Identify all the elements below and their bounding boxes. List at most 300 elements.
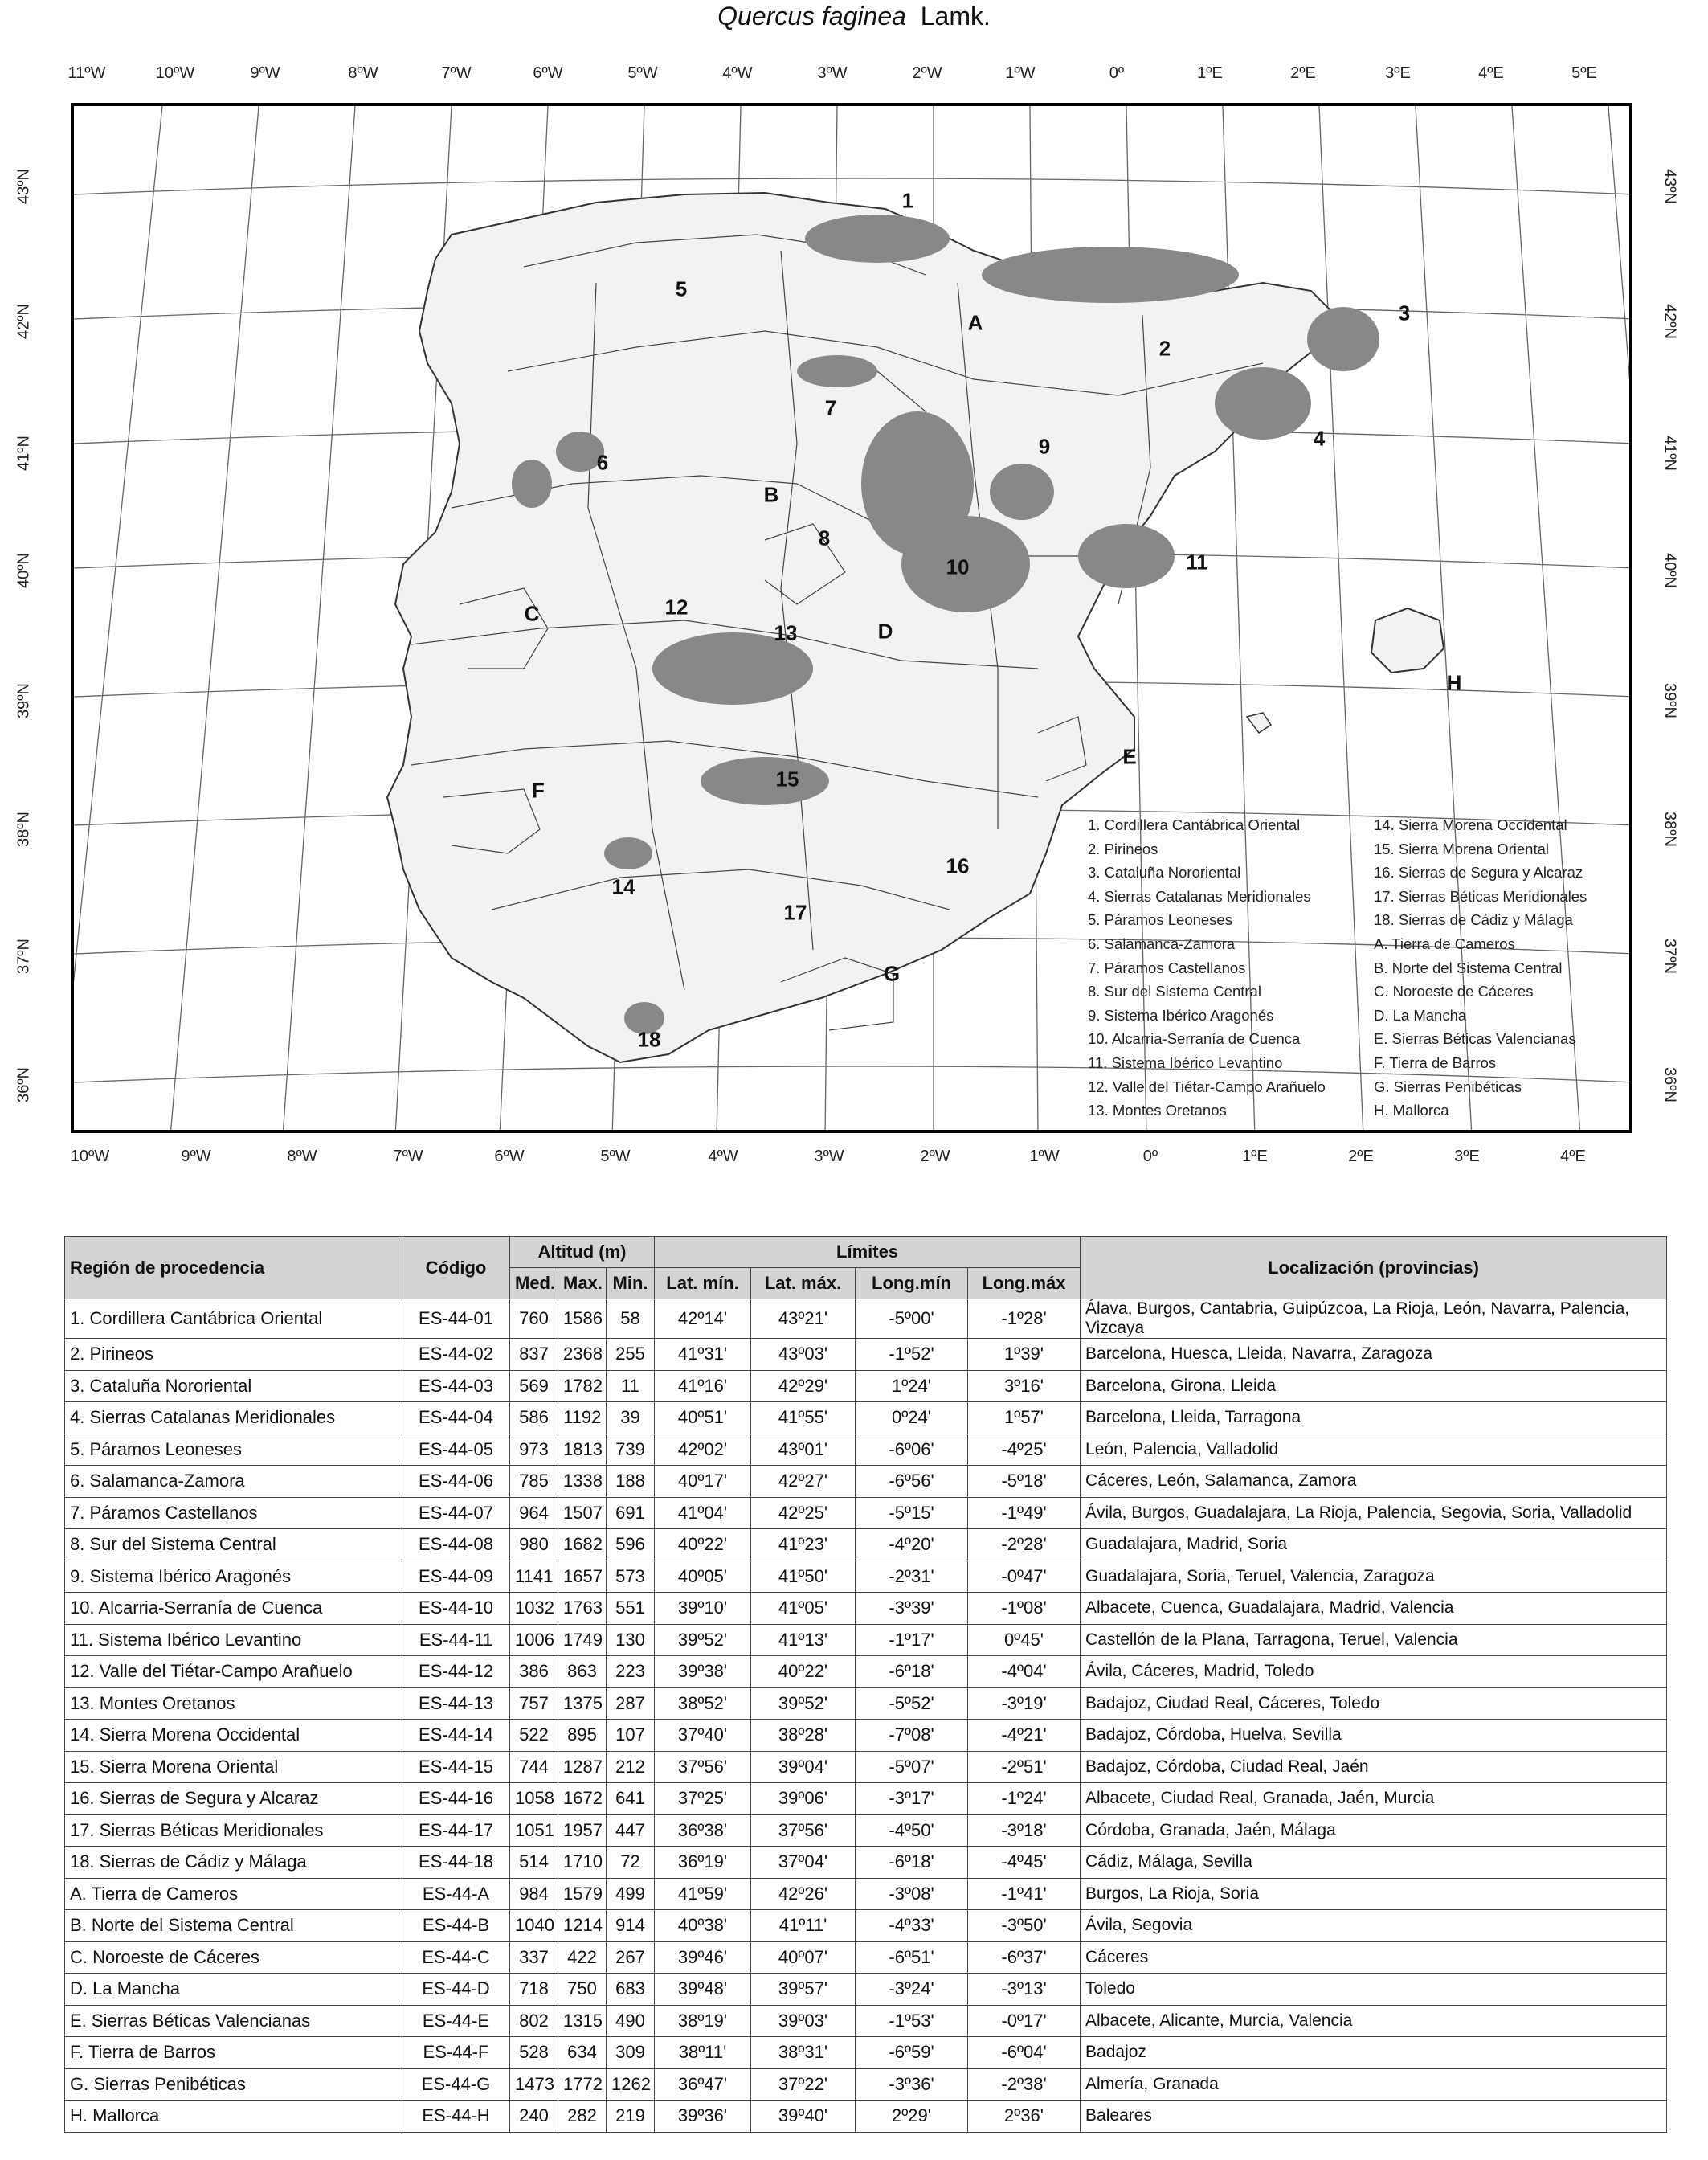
header-altitud: Altitud (m): [510, 1237, 655, 1268]
cell-lat-min: 40º17': [655, 1466, 751, 1498]
cell-localizacion: Barcelona, Lleida, Tarragona: [1081, 1402, 1667, 1434]
cell-localizacion: Ávila, Cáceres, Madrid, Toledo: [1081, 1656, 1667, 1688]
top-lon-tick: 1ºE: [1197, 64, 1223, 82]
legend-item: 17. Sierras Béticas Meridionales: [1374, 887, 1587, 905]
cell-lat-max: 37º56': [751, 1814, 856, 1847]
cell-alt-min: 212: [607, 1751, 655, 1783]
legend-item: 4. Sierras Catalanas Meridionales: [1088, 887, 1311, 905]
cell-lat-max: 39º06': [751, 1783, 856, 1815]
left-lat-tick: 38ºN: [14, 812, 33, 847]
cell-lat-max: 39º03': [751, 2005, 856, 2037]
cell-long-max: -1º41': [968, 1878, 1081, 1910]
cell-code: ES-44-14: [402, 1720, 510, 1752]
cell-lat-max: 38º31': [751, 2037, 856, 2069]
cell-lat-min: 41º16': [655, 1370, 751, 1402]
cell-code: ES-44-07: [402, 1497, 510, 1529]
right-lat-tick: 43ºN: [1661, 169, 1679, 204]
top-lon-tick: 9ºW: [250, 64, 280, 82]
cell-alt-min: 914: [607, 1910, 655, 1942]
cell-alt-med: 1051: [510, 1814, 558, 1847]
map-region-label: 14: [611, 874, 635, 899]
cell-lat-min: 41º59': [655, 1878, 751, 1910]
cell-alt-min: 691: [607, 1497, 655, 1529]
bottom-lon-tick: 3ºW: [814, 1148, 844, 1165]
legend-item: 5. Páramos Leoneses: [1088, 911, 1232, 929]
cell-code: ES-44-12: [402, 1656, 510, 1688]
cell-lat-max: 41º55': [751, 1402, 856, 1434]
cell-code: ES-44-16: [402, 1783, 510, 1815]
table-row: [65, 2101, 1667, 2133]
table-row: [65, 1593, 1667, 1625]
table-row: [65, 1720, 1667, 1752]
header-localizacion: Localización (provincias): [1081, 1237, 1667, 1299]
cell-lat-max: 40º07': [751, 1941, 856, 1974]
top-lon-tick: 1ºW: [1005, 64, 1036, 82]
map-region-label: H: [1446, 670, 1462, 695]
map-region-label: 2: [1158, 336, 1171, 361]
header-long-max: Long.máx: [968, 1268, 1081, 1299]
cell-localizacion: Almería, Granada: [1081, 2068, 1667, 2101]
cell-alt-med: 386: [510, 1656, 558, 1688]
cell-code: ES-44-G: [402, 2068, 510, 2101]
cell-alt-med: 528: [510, 2037, 558, 2069]
cell-lat-min: 36º47': [655, 2068, 751, 2101]
cell-alt-med: 760: [510, 1299, 558, 1339]
cell-alt-max: 1772: [558, 2068, 607, 2101]
legend-item: H. Mallorca: [1374, 1102, 1449, 1119]
cell-alt-min: 499: [607, 1878, 655, 1910]
mallorca-island: [1371, 608, 1444, 673]
cell-region: E. Sierras Béticas Valencianas: [65, 2005, 402, 2037]
cell-alt-max: 1375: [558, 1688, 607, 1720]
top-lon-tick: 4ºW: [722, 64, 753, 82]
cell-long-max: -4º25': [968, 1434, 1081, 1466]
table-row: [65, 1814, 1667, 1847]
right-lat-tick: 39ºN: [1661, 683, 1679, 718]
map-region-label: C: [524, 601, 540, 626]
map-region-label: 11: [1186, 550, 1208, 575]
cell-alt-med: 718: [510, 1974, 558, 2006]
cell-alt-min: 11: [607, 1370, 655, 1402]
legend-item: 13. Montes Oretanos: [1088, 1102, 1227, 1119]
legend-item: F. Tierra de Barros: [1374, 1053, 1497, 1071]
table-row: [65, 1402, 1667, 1434]
cell-code: ES-44-B: [402, 1910, 510, 1942]
table-row: [65, 1974, 1667, 2006]
map-region-label: 6: [596, 450, 609, 475]
table-row: [65, 1434, 1667, 1466]
cell-long-min: -3º24': [856, 1974, 968, 2006]
cell-alt-med: 964: [510, 1497, 558, 1529]
bottom-lon-tick: 9ºW: [181, 1148, 211, 1165]
left-lat-tick: 40ºN: [14, 553, 33, 588]
cell-code: ES-44-17: [402, 1814, 510, 1847]
top-lon-tick: 10ºW: [155, 64, 195, 82]
cell-lat-max: 37º04': [751, 1847, 856, 1879]
bottom-lon-tick: 2ºW: [920, 1148, 950, 1165]
cell-alt-med: 586: [510, 1402, 558, 1434]
cell-localizacion: Cádiz, Málaga, Sevilla: [1081, 1847, 1667, 1879]
cell-alt-med: 522: [510, 1720, 558, 1752]
cell-lat-min: 41º31': [655, 1339, 751, 1371]
cell-long-min: -6º59': [856, 2037, 968, 2069]
cell-lat-max: 39º04': [751, 1751, 856, 1783]
cell-code: ES-44-10: [402, 1593, 510, 1625]
map-region-label: 12: [664, 595, 689, 620]
cell-alt-min: 1262: [607, 2068, 655, 2101]
cell-code: ES-44-09: [402, 1561, 510, 1593]
top-lon-tick: 8ºW: [348, 64, 378, 82]
cell-code: ES-44-E: [402, 2005, 510, 2037]
legend-item: 12. Valle del Tiétar-Campo Arañuelo: [1088, 1078, 1326, 1095]
bottom-lon-tick: 5ºW: [600, 1148, 631, 1165]
map-region-label: 1: [901, 188, 914, 213]
cell-localizacion: Cáceres, León, Salamanca, Zamora: [1081, 1466, 1667, 1498]
cell-alt-med: 984: [510, 1878, 558, 1910]
cell-lat-min: 38º19': [655, 2005, 751, 2037]
legend-item: D. La Mancha: [1374, 1006, 1467, 1024]
cell-lat-max: 43º03': [751, 1339, 856, 1371]
top-lon-tick: 6ºW: [533, 64, 563, 82]
cell-region: 16. Sierras de Segura y Alcaraz: [65, 1783, 402, 1815]
cell-long-min: -1º17': [856, 1624, 968, 1656]
table-row: [65, 2037, 1667, 2069]
cell-alt-min: 551: [607, 1593, 655, 1625]
table-row: [65, 2005, 1667, 2037]
cell-alt-med: 1473: [510, 2068, 558, 2101]
cell-long-min: 2º29': [856, 2101, 968, 2133]
cell-localizacion: Badajoz: [1081, 2037, 1667, 2069]
map-region-label: 5: [675, 276, 688, 301]
cell-alt-max: 1586: [558, 1299, 607, 1339]
cell-lat-min: 38º11': [655, 2037, 751, 2069]
cell-alt-med: 744: [510, 1751, 558, 1783]
cell-alt-med: 1141: [510, 1561, 558, 1593]
cell-localizacion: Barcelona, Huesca, Lleida, Navarra, Zaragoza: [1081, 1339, 1667, 1371]
cell-code: ES-44-15: [402, 1751, 510, 1783]
cell-region: 3. Cataluña Nororiental: [65, 1370, 402, 1402]
cell-lat-min: 39º48': [655, 1974, 751, 2006]
cell-alt-max: 1672: [558, 1783, 607, 1815]
cell-long-min: -6º06': [856, 1434, 968, 1466]
header-max: Max.: [558, 1268, 607, 1299]
header-med: Med.: [510, 1268, 558, 1299]
cell-alt-min: 107: [607, 1720, 655, 1752]
legend-item: 15. Sierra Morena Oriental: [1374, 840, 1549, 857]
table-row: [65, 1751, 1667, 1783]
table-row: [65, 1299, 1667, 1339]
cell-region: 18. Sierras de Cádiz y Málaga: [65, 1847, 402, 1879]
cell-lat-max: 43º01': [751, 1434, 856, 1466]
cell-alt-min: 309: [607, 2037, 655, 2069]
cell-lat-max: 41º05': [751, 1593, 856, 1625]
cell-region: 4. Sierras Catalanas Meridionales: [65, 1402, 402, 1434]
header-lat-min: Lat. mín.: [655, 1268, 751, 1299]
legend-item: 2. Pirineos: [1088, 840, 1158, 857]
cell-region: 12. Valle del Tiétar-Campo Arañuelo: [65, 1656, 402, 1688]
cell-code: ES-44-03: [402, 1370, 510, 1402]
cell-lat-min: 37º56': [655, 1751, 751, 1783]
bottom-lon-tick: 6ºW: [494, 1148, 525, 1165]
right-lat-tick: 38ºN: [1661, 812, 1679, 847]
cell-alt-max: 863: [558, 1656, 607, 1688]
cell-long-max: -4º04': [968, 1656, 1081, 1688]
cell-lat-min: 40º38': [655, 1910, 751, 1942]
cell-lat-max: 39º40': [751, 2101, 856, 2133]
cell-long-max: -5º18': [968, 1466, 1081, 1498]
cell-alt-min: 447: [607, 1814, 655, 1847]
cell-long-max: -6º04': [968, 2037, 1081, 2069]
cell-lat-min: 39º36': [655, 2101, 751, 2133]
cell-lat-max: 39º57': [751, 1974, 856, 2006]
cell-localizacion: Albacete, Alicante, Murcia, Valencia: [1081, 2005, 1667, 2037]
cell-region: 9. Sistema Ibérico Aragonés: [65, 1561, 402, 1593]
cell-alt-med: 802: [510, 2005, 558, 2037]
cell-alt-max: 750: [558, 1974, 607, 2006]
cell-alt-max: 1287: [558, 1751, 607, 1783]
table-row: [65, 1529, 1667, 1561]
bottom-lon-tick: 4ºW: [708, 1148, 738, 1165]
table-row: [65, 1624, 1667, 1656]
cell-code: ES-44-C: [402, 1941, 510, 1974]
right-lat-tick: 37ºN: [1661, 939, 1679, 974]
top-lon-tick: 3ºE: [1385, 64, 1411, 82]
cell-alt-max: 422: [558, 1941, 607, 1974]
top-lon-tick: 7ºW: [441, 64, 472, 82]
cell-long-min: -5º15': [856, 1497, 968, 1529]
cell-long-min: -2º31': [856, 1561, 968, 1593]
cell-alt-max: 282: [558, 2101, 607, 2133]
cell-long-min: -5º07': [856, 1751, 968, 1783]
cell-long-max: -2º28': [968, 1529, 1081, 1561]
cell-long-min: -4º20': [856, 1529, 968, 1561]
cell-code: ES-44-H: [402, 2101, 510, 2133]
cell-long-max: -1º28': [968, 1299, 1081, 1339]
header-code: Código: [402, 1237, 510, 1299]
cell-region: 1. Cordillera Cantábrica Oriental: [65, 1299, 402, 1339]
cell-region: G. Sierras Penibéticas: [65, 2068, 402, 2101]
cell-region: A. Tierra de Cameros: [65, 1878, 402, 1910]
right-lat-tick: 41ºN: [1661, 436, 1679, 471]
bottom-lon-tick: 8ºW: [287, 1148, 317, 1165]
legend-item: 7. Páramos Castellanos: [1088, 959, 1246, 976]
table-row: [65, 1497, 1667, 1529]
cell-lat-min: 40º22': [655, 1529, 751, 1561]
cell-alt-min: 596: [607, 1529, 655, 1561]
table-row: [65, 1847, 1667, 1879]
bottom-lon-tick: 1ºE: [1242, 1148, 1268, 1165]
cell-region: B. Norte del Sistema Central: [65, 1910, 402, 1942]
cell-alt-med: 980: [510, 1529, 558, 1561]
cell-lat-max: 41º50': [751, 1561, 856, 1593]
table-row: [65, 1878, 1667, 1910]
left-lat-tick: 43ºN: [14, 169, 33, 204]
map-region-label: 9: [1038, 434, 1051, 459]
map-region-label: A: [967, 310, 983, 335]
map-region-label: B: [763, 482, 779, 507]
cell-long-min: -6º18': [856, 1847, 968, 1879]
cell-alt-med: 240: [510, 2101, 558, 2133]
cell-lat-max: 39º52': [751, 1688, 856, 1720]
cell-lat-min: 42º14': [655, 1299, 751, 1339]
cell-lat-max: 41º23': [751, 1529, 856, 1561]
cell-long-max: -2º38': [968, 2068, 1081, 2101]
cell-lat-min: 37º40': [655, 1720, 751, 1752]
top-lon-tick: 4ºE: [1478, 64, 1504, 82]
cell-lat-min: 41º04': [655, 1497, 751, 1529]
cell-alt-max: 1782: [558, 1370, 607, 1402]
cell-long-max: -3º18': [968, 1814, 1081, 1847]
cell-localizacion: Baleares: [1081, 2101, 1667, 2133]
table-row: [65, 1941, 1667, 1974]
legend-column-2: [1374, 813, 1587, 1123]
table-row: [65, 1339, 1667, 1371]
cell-lat-min: 39º46': [655, 1941, 751, 1974]
legend-column-1: [1088, 813, 1326, 1123]
map-title: [0, 2, 1708, 31]
cell-long-max: -3º19': [968, 1688, 1081, 1720]
legend-item: C. Noroeste de Cáceres: [1374, 983, 1534, 1000]
cell-long-min: -7º08': [856, 1720, 968, 1752]
cell-long-max: -2º51': [968, 1751, 1081, 1783]
top-lon-tick: 2ºE: [1290, 64, 1316, 82]
cell-code: ES-44-04: [402, 1402, 510, 1434]
table-row: [65, 1783, 1667, 1815]
legend-item: 14. Sierra Morena Occidental: [1374, 816, 1567, 833]
cell-long-min: -5º52': [856, 1688, 968, 1720]
header-limites: Límites: [655, 1237, 1081, 1268]
cell-long-max: 2º36': [968, 2101, 1081, 2133]
cell-lat-min: 37º25': [655, 1783, 751, 1815]
header-long-min: Long.mín: [856, 1268, 968, 1299]
cell-code: ES-44-01: [402, 1299, 510, 1339]
cell-localizacion: León, Palencia, Valladolid: [1081, 1434, 1667, 1466]
legend-item: A. Tierra de Cameros: [1374, 935, 1515, 952]
cell-localizacion: Castellón de la Plana, Tarragona, Teruel, Valencia: [1081, 1624, 1667, 1656]
legend-item: 16. Sierras de Segura y Alcaraz: [1374, 864, 1583, 882]
cell-code: ES-44-05: [402, 1434, 510, 1466]
top-lon-tick: 5ºW: [627, 64, 658, 82]
table-row: [65, 1370, 1667, 1402]
bottom-lon-tick: 7ºW: [393, 1148, 423, 1165]
table-row: [65, 1910, 1667, 1942]
cell-long-min: -1º52': [856, 1339, 968, 1371]
cell-alt-max: 634: [558, 2037, 607, 2069]
cell-alt-med: 1006: [510, 1624, 558, 1656]
right-lat-tick: 36ºN: [1661, 1067, 1679, 1102]
legend-item: G. Sierras Penibéticas: [1374, 1078, 1522, 1095]
cell-long-max: -4º45': [968, 1847, 1081, 1879]
cell-long-min: 1º24': [856, 1370, 968, 1402]
top-lon-tick: 11ºW: [67, 64, 106, 82]
bottom-lon-tick: 2ºE: [1348, 1148, 1374, 1165]
legend-item: 18. Sierras de Cádiz y Málaga: [1374, 911, 1573, 929]
cell-code: ES-44-F: [402, 2037, 510, 2069]
cell-alt-min: 490: [607, 2005, 655, 2037]
top-lon-tick: 5ºE: [1571, 64, 1597, 82]
left-lat-tick: 42ºN: [14, 304, 33, 339]
table-row: [65, 1561, 1667, 1593]
cell-alt-min: 739: [607, 1434, 655, 1466]
cell-region: C. Noroeste de Cáceres: [65, 1941, 402, 1974]
cell-localizacion: Guadalajara, Madrid, Soria: [1081, 1529, 1667, 1561]
cell-localizacion: Ávila, Burgos, Guadalajara, La Rioja, Palencia, Segovia, Soria, Valladolid: [1081, 1497, 1667, 1529]
cell-lat-max: 38º28': [751, 1720, 856, 1752]
cell-alt-med: 569: [510, 1370, 558, 1402]
cell-lat-min: 40º51': [655, 1402, 751, 1434]
ibiza-island: [1247, 713, 1271, 733]
cell-long-max: -6º37': [968, 1941, 1081, 1974]
map-region-label: 7: [824, 395, 837, 420]
cell-alt-max: 1710: [558, 1847, 607, 1879]
top-lon-tick: 2ºW: [912, 64, 942, 82]
map-region-label: F: [532, 778, 545, 803]
cell-lat-max: 42º25': [751, 1497, 856, 1529]
cell-alt-min: 287: [607, 1688, 655, 1720]
cell-region: H. Mallorca: [65, 2101, 402, 2133]
cell-alt-max: 1507: [558, 1497, 607, 1529]
cell-long-max: -3º13': [968, 1974, 1081, 2006]
cell-alt-med: 1040: [510, 1910, 558, 1942]
bottom-lon-tick: 10ºW: [70, 1148, 110, 1165]
cell-long-max: 0º45': [968, 1624, 1081, 1656]
cell-alt-max: 1214: [558, 1910, 607, 1942]
cell-localizacion: Badajoz, Córdoba, Huelva, Sevilla: [1081, 1720, 1667, 1752]
left-lat-tick: 41ºN: [14, 436, 33, 471]
table-row: [65, 1466, 1667, 1498]
cell-long-max: -1º24': [968, 1783, 1081, 1815]
cell-alt-max: 895: [558, 1720, 607, 1752]
cell-alt-max: 1957: [558, 1814, 607, 1847]
cell-long-min: -3º17': [856, 1783, 968, 1815]
cell-long-min: -5º00': [856, 1299, 968, 1339]
cell-long-max: -0º47': [968, 1561, 1081, 1593]
header-region: Región de procedencia: [65, 1237, 402, 1299]
cell-region: D. La Mancha: [65, 1974, 402, 2006]
cell-long-max: -1º49': [968, 1497, 1081, 1529]
cell-alt-min: 223: [607, 1656, 655, 1688]
cell-long-max: -4º21': [968, 1720, 1081, 1752]
cell-lat-min: 38º52': [655, 1688, 751, 1720]
legend-item: E. Sierras Béticas Valencianas: [1374, 1030, 1576, 1048]
cell-lat-max: 42º29': [751, 1370, 856, 1402]
map-region-label: 3: [1398, 301, 1411, 325]
cell-lat-max: 42º26': [751, 1878, 856, 1910]
cell-alt-min: 683: [607, 1974, 655, 2006]
cell-lat-min: 40º05': [655, 1561, 751, 1593]
cell-alt-min: 573: [607, 1561, 655, 1593]
legend-item: B. Norte del Sistema Central: [1374, 959, 1563, 976]
cell-region: 6. Salamanca-Zamora: [65, 1466, 402, 1498]
table-row: [65, 1688, 1667, 1720]
cell-alt-max: 1657: [558, 1561, 607, 1593]
cell-code: ES-44-11: [402, 1624, 510, 1656]
species-author: Lamk.: [920, 2, 991, 31]
table-row: [65, 2068, 1667, 2101]
map-region-label: E: [1122, 744, 1137, 769]
cell-alt-max: 1579: [558, 1878, 607, 1910]
cell-localizacion: Burgos, La Rioja, Soria: [1081, 1878, 1667, 1910]
cell-lat-max: 40º22': [751, 1656, 856, 1688]
bottom-lon-tick: 1ºW: [1029, 1148, 1060, 1165]
cell-region: 14. Sierra Morena Occidental: [65, 1720, 402, 1752]
cell-alt-max: 1192: [558, 1402, 607, 1434]
cell-code: ES-44-13: [402, 1688, 510, 1720]
distribution-map: [71, 103, 1632, 1133]
cell-localizacion: Albacete, Ciudad Real, Granada, Jaén, Murcia: [1081, 1783, 1667, 1815]
left-lat-tick: 36ºN: [14, 1067, 33, 1102]
bottom-lon-tick: 3ºE: [1454, 1148, 1480, 1165]
